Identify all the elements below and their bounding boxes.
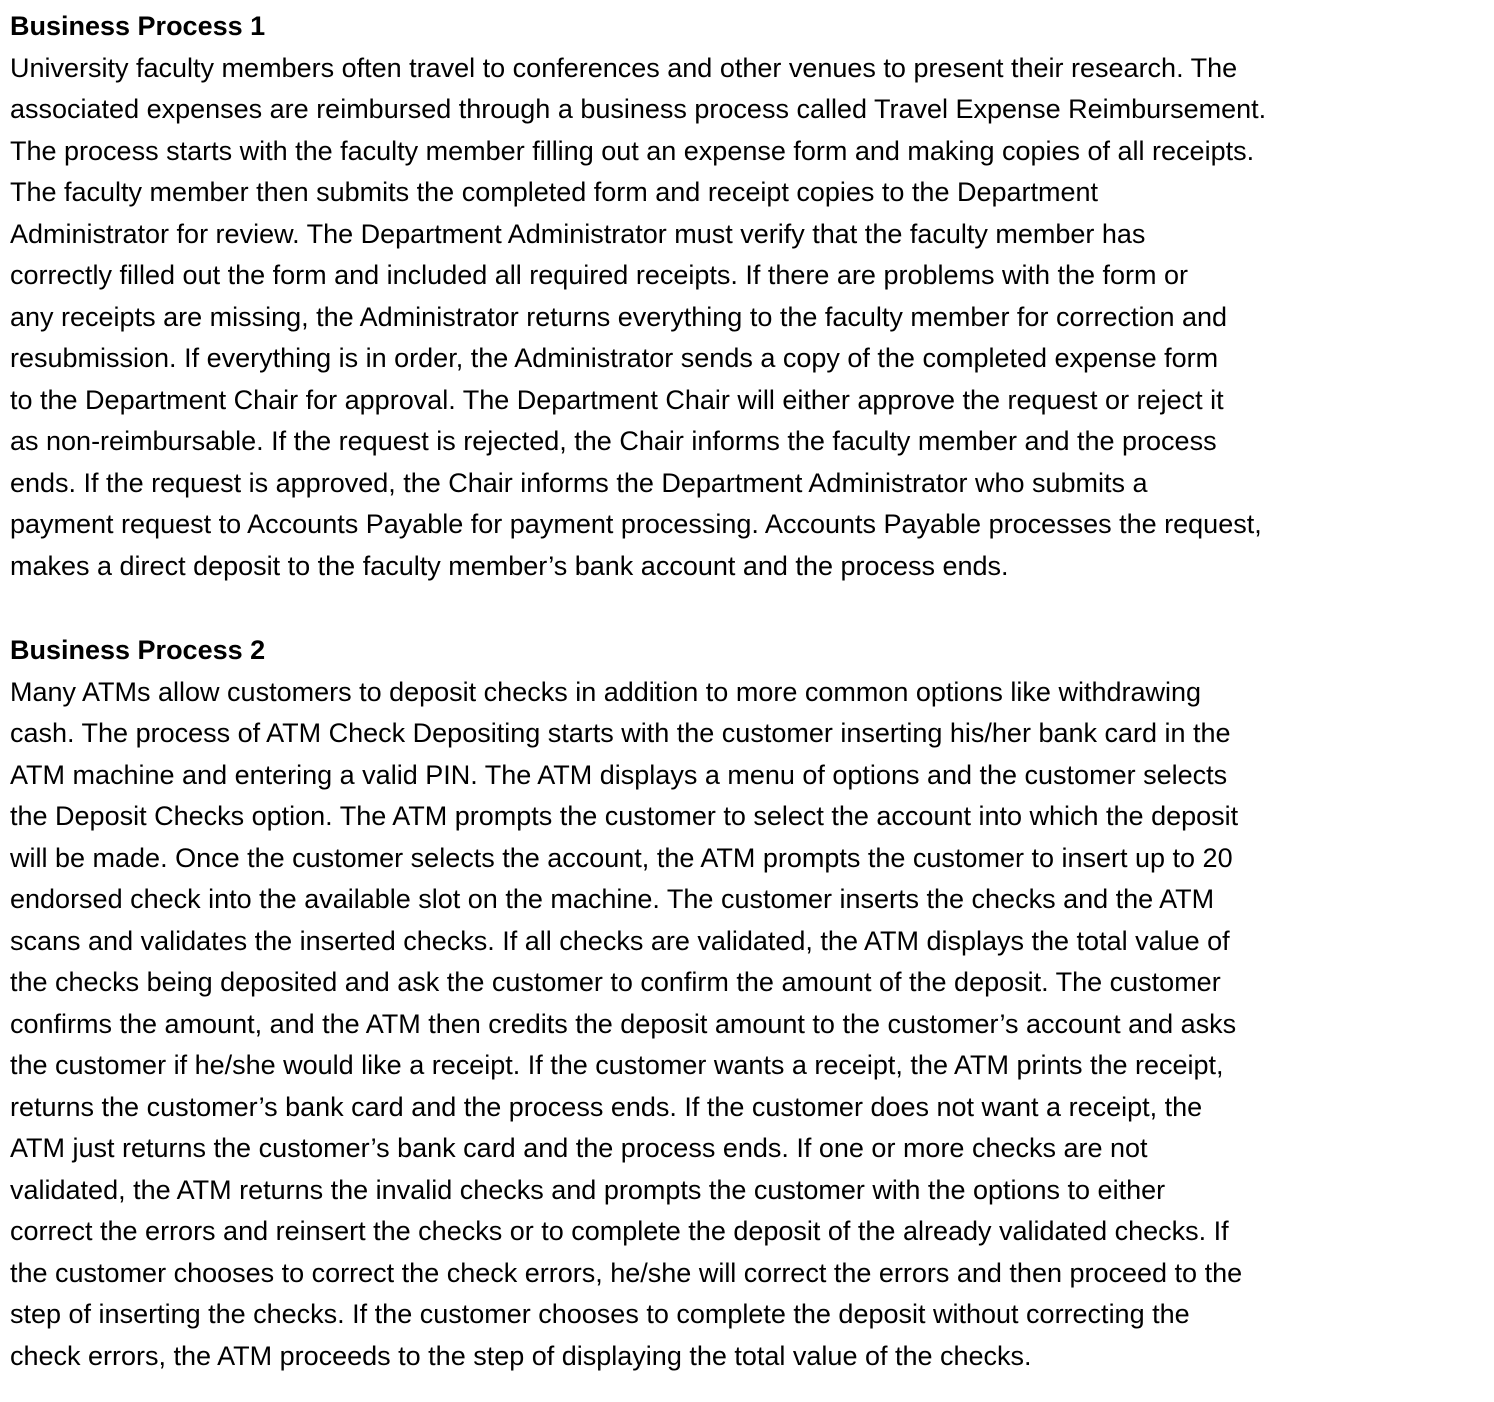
- paragraph-line: the checks being deposited and ask the customer to confirm the amount of the deposit. The customer: [10, 967, 1221, 997]
- section-heading: Business Process 1: [10, 11, 266, 41]
- paragraph-line: scans and validates the inserted checks. If all checks are validated, the ATM displays the total value of: [10, 925, 1230, 956]
- paragraph-line: ends. If the request is approved, the Chair informs the Department Administrator who submits a: [10, 467, 1148, 498]
- paragraph-line: resubmission. If everything is in order, the Administrator sends a copy of the completed expense form: [10, 343, 1219, 373]
- paragraph-line: ATM just returns the customer’s bank card and the process ends. If one or more checks are not: [10, 1133, 1148, 1163]
- paragraph-line: payment request to Accounts Payable for payment processing. Accounts Payable processes the request,: [10, 509, 1262, 539]
- paragraph-line: confirms the amount, and the ATM then credits the deposit amount to the customer’s account and asks: [10, 1008, 1237, 1039]
- paragraph-line: to the Department Chair for approval. The Department Chair will either approve the request or reject it: [10, 384, 1224, 415]
- paragraph-line: the Deposit Checks option. The ATM prompts the customer to select the account into which the deposit: [10, 801, 1239, 831]
- paragraph-line: correctly filled out the form and included all required receipts. If there are problems with the form or: [10, 260, 1189, 290]
- paragraph-line: the customer if he/she would like a receipt. If the customer wants a receipt, the ATM prints the receipt,: [10, 1050, 1224, 1080]
- paragraph-line: validated, the ATM returns the invalid checks and prompts the customer with the options to either: [10, 1174, 1166, 1205]
- paragraph-line: Many ATMs allow customers to deposit checks in addition to more common options like withdrawing: [10, 676, 1202, 707]
- paragraph-line: ATM machine and entering a valid PIN. The ATM displays a menu of options and the customer selects: [10, 759, 1228, 790]
- section-heading: Business Process 2: [10, 635, 266, 665]
- paragraph-line: Administrator for review. The Department Administrator must verify that the faculty member has: [10, 218, 1146, 249]
- paragraph-line: associated expenses are reimbursed through a business process called Travel Expense Reimbursement.: [10, 94, 1267, 124]
- paragraph-line: as non-reimbursable. If the request is rejected, the Chair informs the faculty member and the process: [10, 426, 1217, 456]
- paragraph-line: University faculty members often travel to conferences and other venues to present their research. The: [10, 52, 1238, 83]
- paragraph-line: correct the errors and reinsert the checks or to complete the deposit of the already validated checks. If: [10, 1216, 1229, 1246]
- business-process-1-section: [10, 6, 1266, 587]
- paragraph-line: The faculty member then submits the completed form and receipt copies to the Department: [10, 177, 1099, 207]
- business-process-2-section: [10, 630, 1242, 1377]
- paragraph-line: cash. The process of ATM Check Depositing starts with the customer inserting his/her bank card in the: [10, 718, 1231, 748]
- paragraph-line: returns the customer’s bank card and the process ends. If the customer does not want a receipt, the: [10, 1091, 1203, 1122]
- paragraph-line: check errors, the ATM proceeds to the step of displaying the total value of the checks.: [10, 1340, 1032, 1371]
- paragraph-line: step of inserting the checks. If the customer chooses to complete the deposit without correcting the: [10, 1299, 1190, 1329]
- paragraph-line: The process starts with the faculty member filling out an expense form and making copies of all receipts.: [10, 135, 1255, 166]
- paragraph-line: endorsed check into the available slot on the machine. The customer inserts the checks and the ATM: [10, 884, 1215, 914]
- paragraph-line: makes a direct deposit to the faculty member’s bank account and the process ends.: [10, 550, 1009, 581]
- paragraph-line: will be made. Once the customer selects the account, the ATM prompts the customer to insert up to 20: [10, 842, 1233, 873]
- paragraph-line: the customer chooses to correct the check errors, he/she will correct the errors and then proceed to the: [10, 1257, 1243, 1288]
- paragraph-line: any receipts are missing, the Administrator returns everything to the faculty member for correction and: [10, 301, 1228, 332]
